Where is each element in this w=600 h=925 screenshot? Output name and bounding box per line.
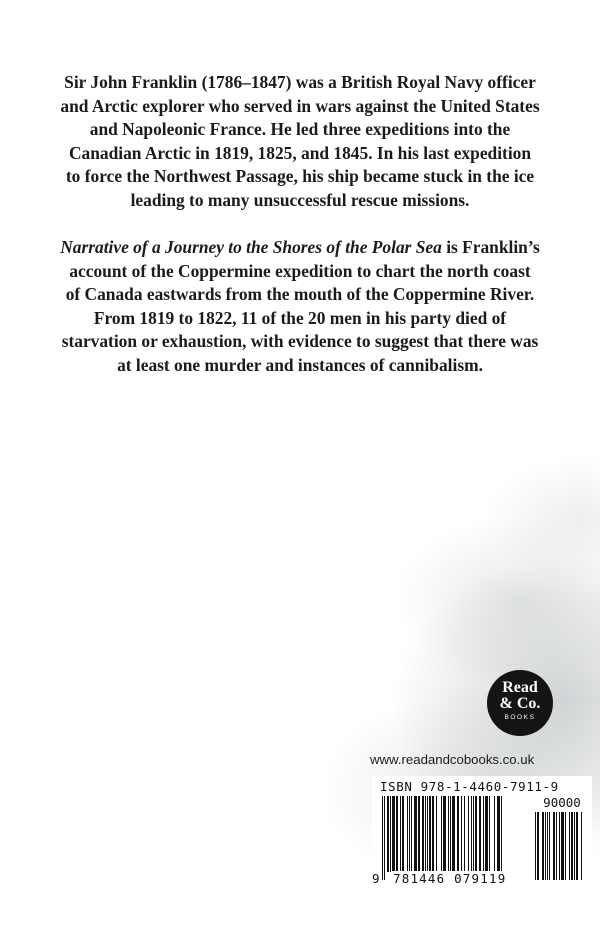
ean-first-digit: 9 [372, 871, 380, 886]
book-title: Narrative of a Journey to the Shores of the Polar Sea [60, 237, 442, 257]
barcode-addon-number: 90000 [543, 795, 581, 810]
publisher-website[interactable]: www.readandcobooks.co.uk [370, 752, 535, 767]
logo-line-co: & Co. [499, 695, 541, 712]
publisher-logo [487, 670, 553, 736]
logo-line-books: BOOKS [504, 714, 536, 721]
isbn-label: ISBN 978-1-4460-7911-9 [380, 779, 559, 794]
book-description-paragraph [60, 236, 540, 377]
book-description-text: is Franklin’s account of the Coppermine expedition to chart the north coast of Canada eastwards from the mouth of the Coppermine River. From 1819 to 1822, 11 of the 20 men in his party died of starvation or exhaustion, with evidence to suggest that there was at least one murder and instances of cannibalism. [61, 237, 540, 375]
isbn-barcode [372, 776, 592, 898]
barcode-addon-bars [535, 812, 587, 880]
back-cover-blurb [60, 71, 540, 377]
author-bio-paragraph: Sir John Franklin (1786–1847) was a British Royal Navy officer and Arctic explorer who served in wars against the United States and Napoleonic France. He led three expeditions into the Canadian Arctic in 1819, 1825, and 1845. In his last expedition to force the Northwest Passage, his ship became stuck in the ice leading to many unsuccessful rescue missions. [60, 72, 540, 210]
ean-digits: 781446 079119 [393, 871, 507, 886]
logo-line-read: Read [502, 679, 538, 696]
barcode-main-bars [382, 796, 530, 880]
